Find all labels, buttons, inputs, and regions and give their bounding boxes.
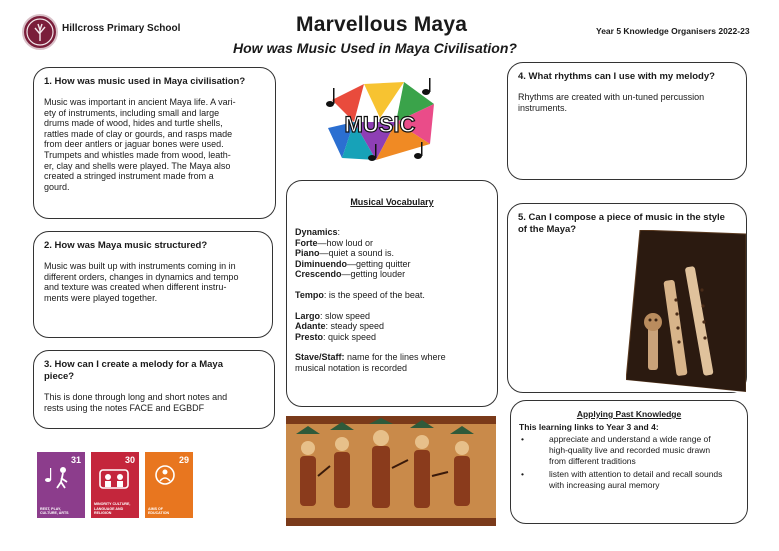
section-text: Rhythms are created with un-tuned percussion instruments. — [518, 92, 705, 113]
vocab-dynamics: Dynamics: — [295, 227, 341, 237]
vocab-stave: Stave/Staff: name for the lines where musical notation is recorded — [295, 352, 446, 373]
vocab-piano: Piano—quiet a sound is. — [295, 248, 395, 259]
section-heading: 2. How was Maya music structured? — [44, 240, 208, 251]
vocab-forte: Forte—how loud or — [295, 237, 374, 248]
rights-badge-29: 29 AIMS OF EDUCATION — [145, 452, 193, 518]
section-heading: 1. How was music used in Maya civilisation? — [44, 76, 246, 87]
section-heading: 4. What rhythms can I use with my melody? — [518, 71, 715, 82]
education-icon — [151, 464, 181, 490]
section-music-structure — [33, 231, 273, 338]
section-text: This is done through long and short notes and rests using the notes FACE and EGBDF — [44, 392, 228, 413]
community-icon — [97, 464, 131, 490]
section-heading: 3. How can I create a melody for a Maya piece? — [44, 359, 223, 382]
tree-icon — [24, 16, 56, 48]
vocab-diminuendo: Diminuendo—getting quitter — [295, 258, 411, 269]
rights-badge-30: 30 MINORITY CULTURE, LANGUAGE AND RELIGION — [91, 452, 139, 518]
vocab-largo: Largo: slow speed — [295, 310, 371, 321]
section-melody — [33, 350, 275, 429]
section-rhythms — [507, 62, 747, 180]
page-title: Marvellous Maya — [296, 13, 468, 36]
vocab-crescendo: Crescendo—getting louder — [295, 269, 406, 280]
school-name: Hillcross Primary School — [62, 23, 181, 34]
rights-badge-31: 31 REST, PLAY, CULTURE, ARTS — [37, 452, 85, 518]
past-lead: This learning links to Year 3 and 4: — [519, 422, 659, 432]
music-graphic — [318, 78, 442, 166]
music-play-icon — [43, 464, 73, 490]
applying-past-knowledge — [510, 400, 748, 524]
page-subtitle: How was Music Used in Maya Civilisation? — [233, 40, 517, 56]
section-text: Music was built up with instruments coming in in different orders, changes in dynamics and tempo and texture was created when different instru- ments were played together. — [44, 261, 239, 303]
vocab-tempo: Tempo: is the speed of the beat. — [295, 289, 425, 300]
maya-mural-image — [286, 416, 496, 526]
school-logo — [22, 14, 58, 50]
section-text: Music was important in ancient Maya life. A vari- ety of instruments, including small and large drums made of wood, hides and turtle shells, rattles made of clay or gourds, and rasps made from deer antlers or jaguar bones were used. Trumpets and whistles made from wood, leath- er, clay and shells were played. The Maya also created a stringed instrument made from a gourd. — [44, 97, 236, 192]
year-label: Year 5 Knowledge Organisers 2022-23 — [596, 26, 750, 36]
section-music-use — [33, 67, 276, 219]
list-item: • listen with attention to detail and recall sounds with increasing aural memory — [519, 469, 739, 491]
past-heading: Applying Past Knowledge — [576, 409, 682, 419]
vocab-presto: Presto: quick speed — [295, 331, 377, 342]
section-heading: 5. Can I compose a piece of music in the style of the Maya? — [518, 212, 725, 235]
list-item: • appreciate and understand a wide range of high-quality live and recorded music drawn from different traditions — [519, 434, 739, 467]
maya-flutes-photo — [626, 230, 746, 392]
vocab-heading: Musical Vocabulary — [350, 197, 434, 207]
musical-vocabulary — [286, 180, 498, 407]
vocab-adante: Adante: steady speed — [295, 321, 385, 332]
music-word: MUSIC — [344, 112, 416, 137]
